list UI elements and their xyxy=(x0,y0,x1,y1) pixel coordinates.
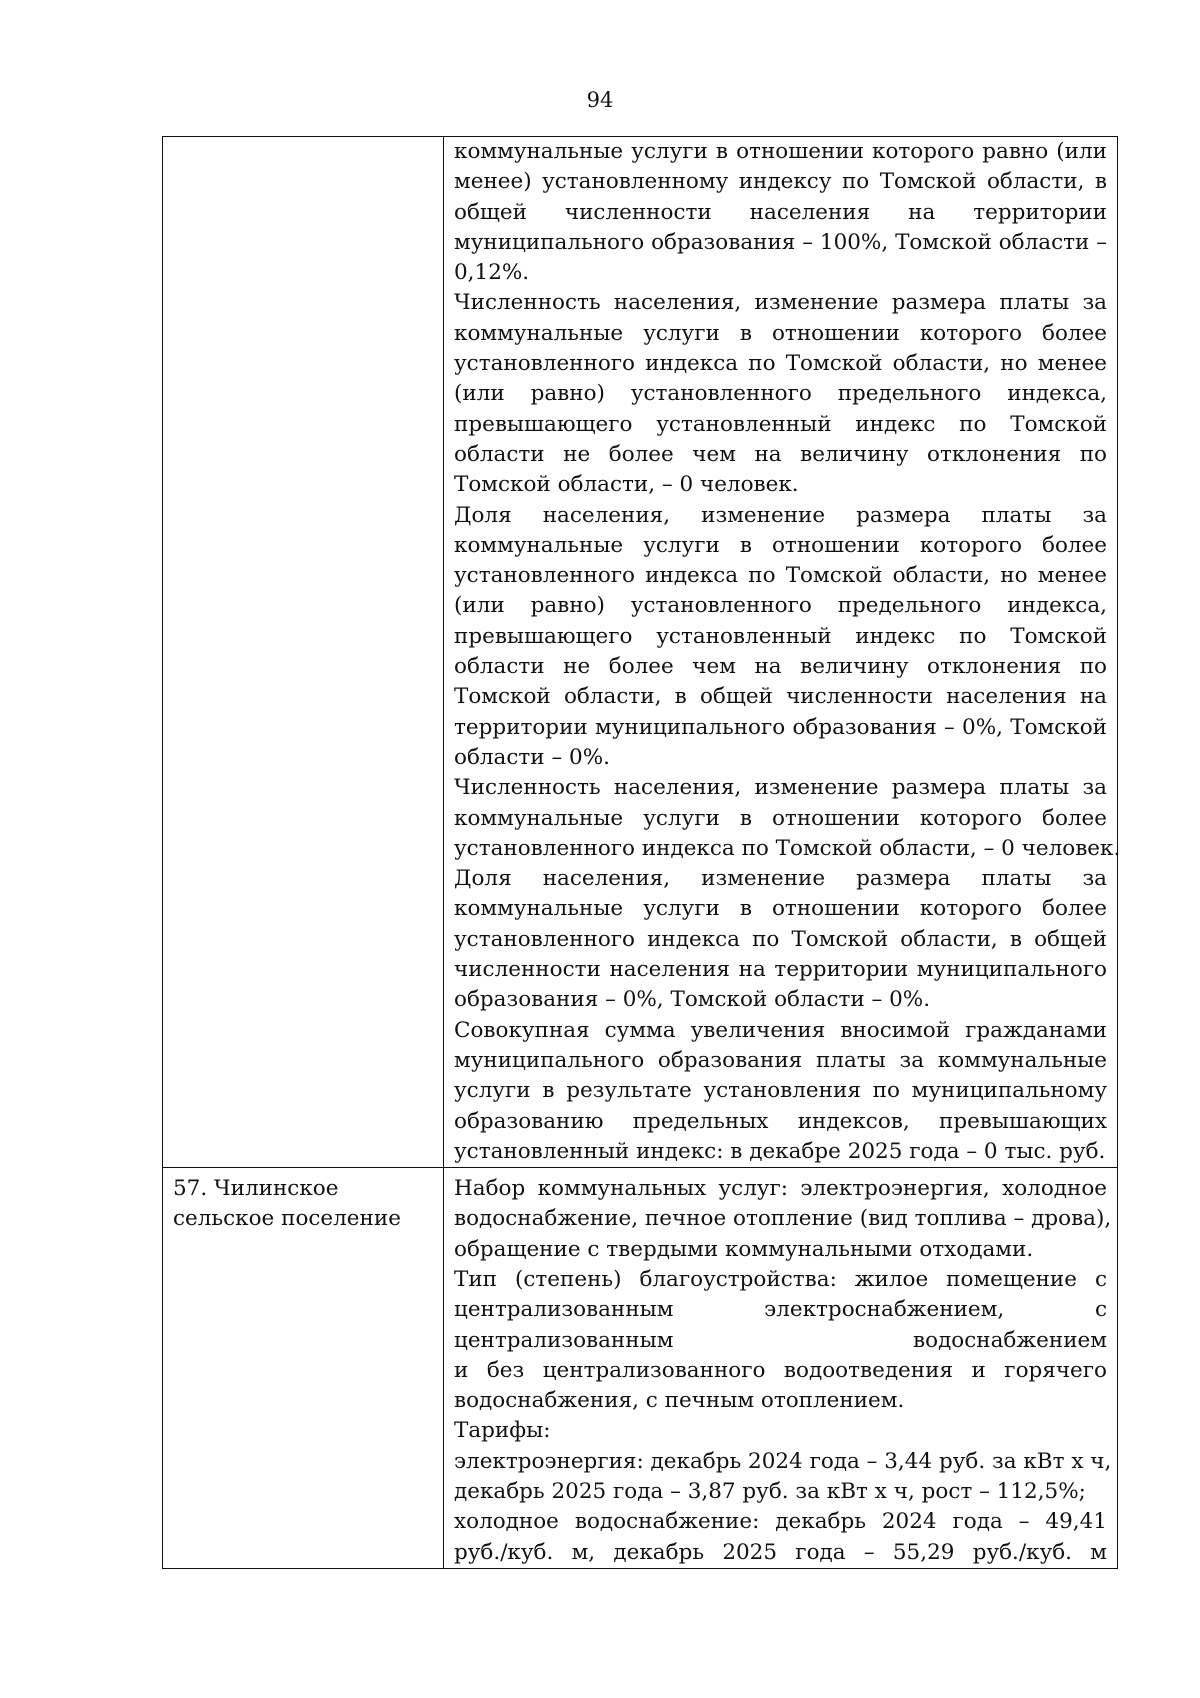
paragraph xyxy=(454,1016,1107,1167)
text-line: установленный индекс: в декабре 2025 года – 0 тыс. руб. xyxy=(454,1138,1106,1164)
text-line: Совокупная сумма увеличения вносимой гражданами xyxy=(454,1017,1107,1043)
text-line: области – 0%. xyxy=(454,744,610,770)
text-line: установленного индекса по Томской области, но менее xyxy=(454,563,1107,589)
text-line: централизованным электроснабжением, с xyxy=(454,1297,1107,1323)
paragraph xyxy=(454,864,1107,1015)
paragraph xyxy=(454,1416,1107,1446)
municipality-name-line: 57. Чилинское xyxy=(173,1176,339,1202)
paragraph xyxy=(454,1265,1107,1416)
text-line: Тип (степень) благоустройства: жилое помещение с xyxy=(454,1266,1107,1292)
text-line: Томской области, – 0 человек. xyxy=(454,472,799,498)
indicators-text xyxy=(444,1168,1117,1568)
text-line: Тарифы: xyxy=(454,1418,551,1444)
text-line: холодное водоснабжение: декабрь 2024 года – 49,41 xyxy=(454,1509,1107,1535)
text-line: электроэнергия: декабрь 2024 года – 3,44 руб. за кВт х ч, xyxy=(454,1448,1112,1474)
text-line: (или равно) установленного предельного индекса, xyxy=(454,593,1107,619)
text-line: руб./куб. м, декабрь 2025 года – 55,29 руб./куб. м xyxy=(454,1539,1107,1565)
text-line: территории муниципального образования – 0%, Томской xyxy=(454,714,1107,740)
text-line: коммунальные услуги в отношении которого более xyxy=(454,896,1107,922)
text-line: образованию предельных индексов, превышающих xyxy=(454,1108,1107,1134)
paragraph xyxy=(454,1174,1112,1265)
text-line: декабрь 2025 года – 3,87 руб. за кВт х ч, рост – 112,5%; xyxy=(454,1479,1086,1505)
text-line: установленного индекса по Томской области, но менее xyxy=(454,351,1107,377)
table-row xyxy=(163,1168,1118,1569)
indicators-text xyxy=(444,137,1121,1167)
table-row xyxy=(163,137,1118,1168)
text-line: Доля населения, изменение размера платы за xyxy=(454,502,1107,528)
text-line: Томской области, в общей численности населения на xyxy=(454,684,1107,710)
text-line: Численность населения, изменение размера платы за xyxy=(454,290,1107,316)
document-table xyxy=(162,136,1121,1569)
text-line: превышающего установленный индекс по Томской xyxy=(454,411,1107,437)
text-line: коммунальные услуги в отношении которого равно (или xyxy=(454,139,1107,164)
text-line: установленного индекса по Томской области, – 0 человек. xyxy=(454,835,1121,861)
text-line: Набор коммунальных услуг: электроэнергия, холодное xyxy=(454,1176,1107,1202)
municipality-name xyxy=(163,137,443,143)
text-line: муниципального образования платы за коммунальные xyxy=(454,1047,1107,1073)
text-line: услуги в результате установления по муниципальному xyxy=(454,1078,1107,1104)
text-line: коммунальные услуги в отношении которого более xyxy=(454,805,1107,831)
paragraph xyxy=(454,773,1121,864)
municipality-cell xyxy=(163,1168,444,1569)
text-line: численности населения на территории муниципального xyxy=(454,957,1107,983)
text-line: и без централизованного водоотведения и горячего xyxy=(454,1357,1107,1383)
text-line: установленного индекса по Томской области, в общей xyxy=(454,926,1107,952)
text-line: области не более чем на величину отклонения по xyxy=(454,654,1107,680)
municipality-name-line: сельское поселение xyxy=(173,1206,401,1232)
text-line: превышающего установленный индекс по Томской xyxy=(454,623,1107,649)
municipality-cell xyxy=(163,137,444,1168)
page-number: 94 xyxy=(586,88,614,112)
paragraph xyxy=(454,501,1107,774)
text-line: области не более чем на величину отклонения по xyxy=(454,441,1107,467)
text-line: Доля населения, изменение размера платы за xyxy=(454,866,1107,892)
municipality-name xyxy=(163,1168,443,1235)
paragraph xyxy=(454,1447,1112,1508)
paragraph xyxy=(454,1507,1107,1568)
text-line: общей численности населения на территории xyxy=(454,199,1107,225)
text-line: 0,12%. xyxy=(454,260,530,286)
text-line: Численность населения, изменение размера платы за xyxy=(454,775,1107,801)
text-line: коммунальные услуги в отношении которого более xyxy=(454,320,1107,346)
text-line: водоснабжение, печное отопление (вид топлива – дрова), xyxy=(454,1206,1112,1232)
indicators-cell xyxy=(444,137,1121,1168)
text-line: (или равно) установленного предельного индекса, xyxy=(454,381,1107,407)
paragraph xyxy=(454,137,1107,288)
text-line: обращение с твердыми коммунальными отходами. xyxy=(454,1236,1034,1262)
text-line: централизованным водоснабжением xyxy=(454,1327,1107,1353)
text-line: образования – 0%, Томской области – 0%. xyxy=(454,987,931,1013)
paragraph xyxy=(454,288,1107,500)
text-line: водоснабжения, с печным отоплением. xyxy=(454,1388,905,1414)
text-line: муниципального образования – 100%, Томской области – xyxy=(454,229,1107,255)
indicators-cell xyxy=(444,1168,1118,1569)
text-line: коммунальные услуги в отношении которого более xyxy=(454,532,1107,558)
text-line: менее) установленному индексу по Томской области, в xyxy=(454,169,1107,195)
